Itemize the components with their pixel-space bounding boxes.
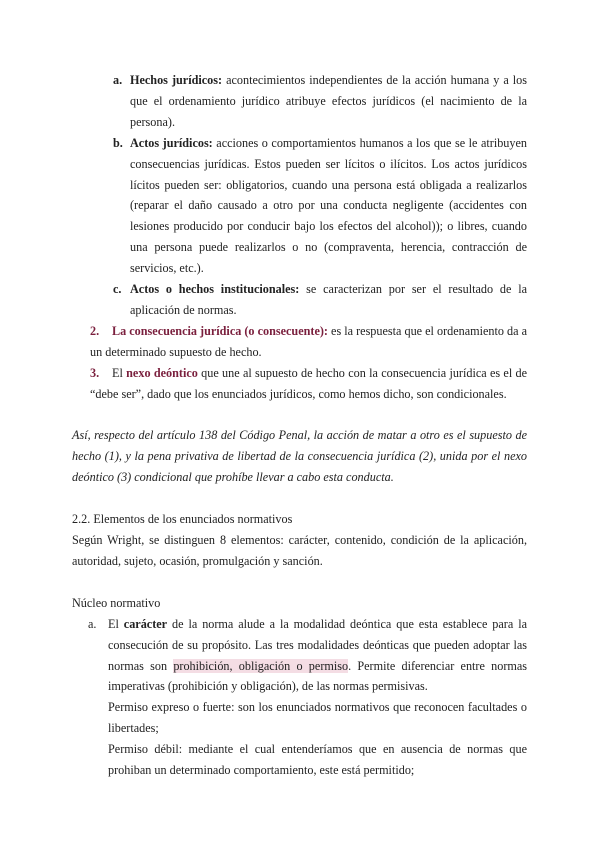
caracter-text-2: . Permite diferenciar entre normas imperativas (prohibición y obligación), de las normas permisivas. bbox=[108, 658, 528, 694]
example-paragraph: Así, respecto del artículo 138 del Código Penal, la acción de matar a otro es el supuesto de hecho (1), y la pena privativa de libertad de la consecuencia jurídica (2), unida por el nexo deóntico (3) condicional que prohíbe llevar a cabo esta conducta. bbox=[72, 428, 527, 484]
caracter-text-1: de la norma alude a la modalidad deóntica que esta establece para la consecución de su propósito. Las tres modalidades deónticas que pueden adoptar las normas son bbox=[108, 617, 527, 673]
definition-consecuencia-juridica: es la respuesta que el ordenamiento da a un determinado supuesto de hecho. bbox=[90, 324, 528, 359]
highlighted-modalidades: prohibición, obligación o permiso bbox=[173, 658, 349, 673]
term-nexo-deontico: nexo deóntico bbox=[126, 366, 198, 380]
list-marker-a: a. bbox=[113, 73, 123, 87]
list-item-nexo-deontico bbox=[90, 363, 527, 405]
definition-actos-juridicos: acciones o comportamientos humanos a los que se le atribuyen consecuencias jurídicas. Estos pueden ser lícitos o ilícitos. Los actos jurídicos lícitos pueden ser: obligatorios, cuando una persona está obligada a realizarlos (reparar el daño causado a otro por una conducta negligente (accidentes con lesiones producido por conducir bajo los efectos del alcohol)); o libres, cuando una persona puede realizarlos o no (compraventa, herencia, contracción de servicios, etc.). bbox=[130, 136, 528, 275]
list-marker-2: 2. bbox=[90, 324, 100, 338]
term-actos-juridicos: Actos jurídicos: bbox=[130, 136, 213, 150]
term-actos-institucionales: Actos o hechos institucionales: bbox=[130, 282, 300, 296]
list-marker-nucleo-a: a. bbox=[88, 617, 97, 631]
list-item-consecuencia-juridica bbox=[90, 321, 527, 363]
definition-hechos-juridicos: acontecimientos independientes de la acción humana y a los que el ordenamiento jurídico atribuye efectos jurídicos (el nacimiento de la persona). bbox=[130, 73, 527, 129]
section-paragraph: Según Wright, se distinguen 8 elementos: carácter, contenido, condición de la aplicación, autoridad, sujeto, ocasión, promulgación y sanción. bbox=[72, 533, 527, 568]
term-hechos-juridicos: Hechos jurídicos: bbox=[130, 73, 223, 87]
term-caracter: carácter bbox=[123, 617, 168, 631]
permiso-fuerte-paragraph: Permiso expreso o fuerte: son los enunciados normativos que reconocen facultades o libertades; bbox=[108, 700, 527, 735]
section-heading: 2.2. Elementos de los enunciados normativos bbox=[72, 512, 293, 526]
nexo-pre: El bbox=[112, 366, 123, 380]
nucleo-heading: Núcleo normativo bbox=[72, 596, 161, 610]
list-item-actos-juridicos bbox=[130, 133, 527, 279]
permiso-debil-paragraph: Permiso débil: mediante el cual entenderíamos que en ausencia de normas que prohiban un determinado comportamiento, este está permitido; bbox=[108, 742, 527, 777]
caracter-pre: El bbox=[108, 617, 119, 631]
definition-nexo-deontico: que une al supuesto de hecho con la consecuencia jurídica es el de “debe ser”, dado que los enunciados jurídicos, como hemos dicho, son condicionales. bbox=[90, 366, 528, 401]
list-item-caracter bbox=[108, 614, 527, 697]
list-marker-3: 3. bbox=[90, 366, 100, 380]
list-item-hechos-juridicos bbox=[130, 70, 527, 132]
term-consecuencia-juridica: La consecuencia jurídica (o consecuente): bbox=[112, 324, 328, 338]
list-item-actos-institucionales bbox=[130, 279, 527, 321]
list-marker-c: c. bbox=[113, 282, 122, 296]
definition-actos-institucionales: se caracterizan por ser el resultado de la aplicación de normas. bbox=[130, 282, 527, 317]
list-marker-b: b. bbox=[113, 136, 123, 150]
